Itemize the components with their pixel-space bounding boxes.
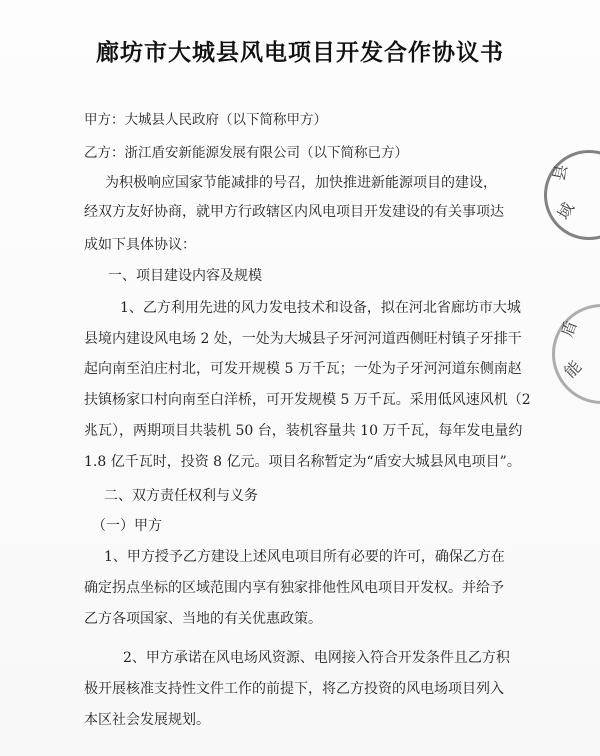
company-seal-mark-one: 盾: [557, 318, 581, 340]
company-seal: [552, 304, 600, 404]
section1-para1-line-1: 1、乙方利用先进的风力发电技术和设备，拟在河北省廊坊市大城: [120, 300, 521, 316]
item2-line-1: 2、甲方承诺在风电场风资源、电网接入符合开发条件且乙方积: [123, 650, 510, 666]
item2-line-2: 极开展核准支持性文件工作的前提下，将乙方投资的风电场项目列入: [84, 681, 504, 697]
subsection-a-heading: （一）甲方: [92, 518, 162, 534]
party-a-line: 甲方：大城县人民政府（以下简称甲方）: [84, 112, 327, 128]
preamble-line-3: 成如下具体协议：: [84, 237, 196, 253]
section1-para1-line-6: 1.8 亿千瓦时，投资 8 亿元。项目名称暂定为“盾安大城县风电项目”。: [84, 454, 521, 470]
section1-para1-line-5: 兆瓦），两期项目共装机 50 台，装机容量共 10 万千瓦，每年发电量约: [84, 423, 523, 439]
item2-line-3: 本区社会发展规划。: [84, 712, 210, 728]
section1-para1-line-2: 县境内建设风电场 2 处，一处为大城县子牙河河道西侧旺村镇子牙排干: [84, 331, 522, 347]
party-b-line: 乙方：浙江盾安新能源发展有限公司（以下简称已方）: [84, 145, 408, 161]
section1-para1-line-4: 扶镇杨家口村向南至白洋桥，可开发规模 5 万千瓦。采用低风速风机（2: [84, 392, 531, 408]
document-title: 廊坊市大城县风电项目开发合作协议书: [96, 40, 504, 66]
government-seal-mark-two: 域: [553, 199, 579, 223]
item1-line-2: 确定拐点坐标的区域范围内享有独家排他性风电项目开发权。并给予: [84, 580, 504, 596]
section2-heading: 二、双方责任权利与义务: [104, 488, 258, 504]
item1-line-3: 乙方各项国家、当地的有关优惠政策。: [84, 611, 322, 627]
company-seal-mark-two: 能: [560, 356, 586, 382]
preamble-line-1: 为积极响应国家节能减排的号召，加快推进新能源项目的建设，: [105, 175, 497, 191]
preamble-line-2: 经双方友好协商，就甲方行政辖区内风电项目开发建设的有关事项达: [84, 204, 504, 220]
section1-para1-line-3: 起向南至泊庄村北，可发开规模 5 万千瓦；一处为子牙河河道东侧南赵: [84, 361, 522, 377]
government-seal-mark-one: 县: [549, 162, 571, 183]
item1-line-1: 1、甲方授予乙方建设上述风电项目所有必要的许可，确保乙方在: [104, 549, 505, 565]
section1-heading: 一、项目建设内容及规模: [108, 268, 262, 284]
government-seal: [544, 150, 600, 240]
